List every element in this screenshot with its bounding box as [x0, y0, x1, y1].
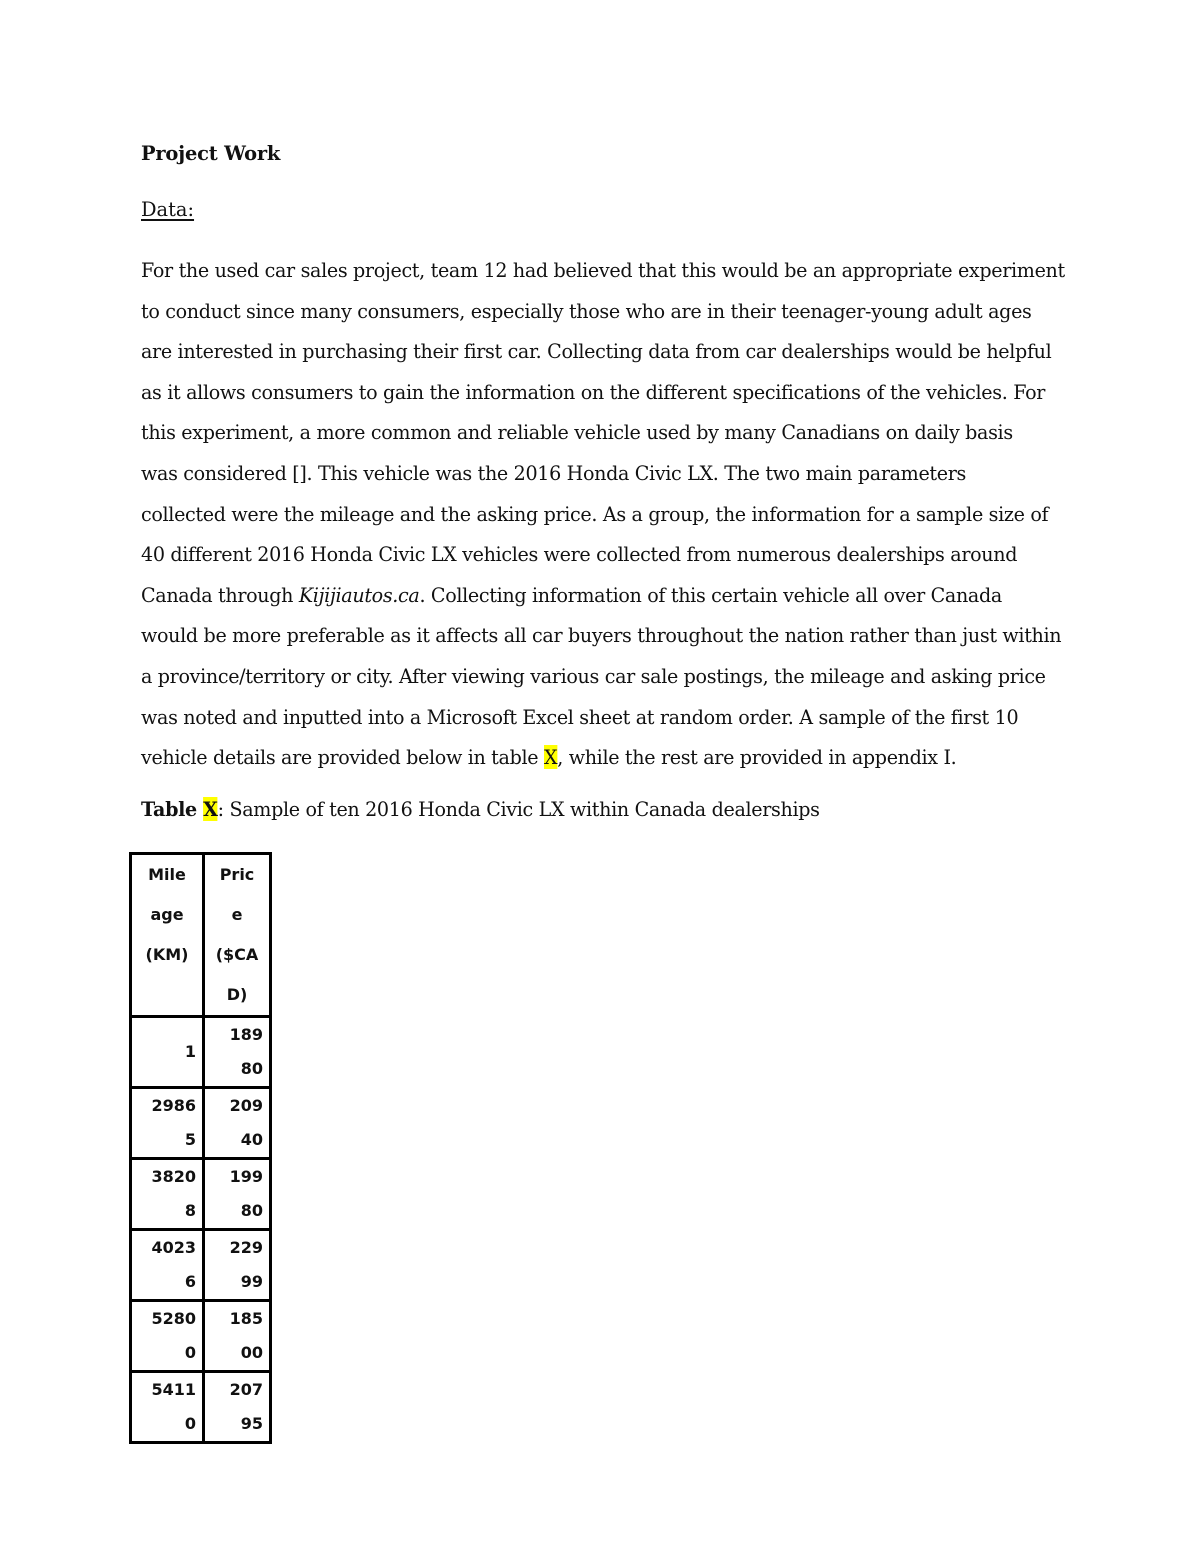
cell-text: 1 — [184, 1042, 196, 1061]
paragraph-line: 40 different 2016 Honda Civic LX vehicles were collected from numerous dealerships around — [141, 542, 1018, 567]
table-row — [131, 1017, 271, 1088]
table-caption — [141, 797, 820, 821]
table-row — [131, 1230, 271, 1301]
header-part: (KM) — [145, 945, 189, 964]
paragraph-line: this experiment, a more common and reliable vehicle used by many Canadians on daily basis — [141, 420, 1013, 445]
cell-text: 00 — [240, 1343, 263, 1362]
cell-text: 5 — [184, 1130, 196, 1149]
paragraph-line: a province/territory or city. After viewing various car sale postings, the mileage and asking price — [141, 663, 1046, 688]
price-cell — [204, 1301, 271, 1372]
cell-text: 95 — [240, 1414, 263, 1433]
line-text: Canada through — [141, 582, 299, 607]
cell-text: 229 — [229, 1238, 263, 1257]
price-cell — [204, 1372, 271, 1443]
price-cell — [204, 1159, 271, 1230]
header-part: Mile — [148, 865, 186, 884]
price-cell — [204, 1230, 271, 1301]
cell-text: 6 — [184, 1272, 196, 1291]
paragraph-line: collected were the mileage and the asking price. As a group, the information for a sample size of — [141, 501, 1049, 526]
table-header-row — [131, 854, 271, 1017]
header-part: age — [150, 905, 184, 924]
cell-text: 2986 — [151, 1096, 196, 1115]
price-cell — [204, 1017, 271, 1088]
header-part: Pric — [219, 865, 255, 884]
cell-text: 5280 — [151, 1309, 196, 1328]
cell-text: 3820 — [151, 1167, 196, 1186]
mileage-cell — [131, 1301, 204, 1372]
website-name: Kijijiautos.ca — [298, 582, 420, 607]
header-price — [204, 854, 271, 1017]
cell-text: 209 — [229, 1096, 263, 1115]
section-heading: Data: — [141, 197, 195, 221]
cell-text: 189 — [229, 1025, 263, 1044]
cell-text: 5411 — [151, 1380, 196, 1399]
paragraph-line — [141, 737, 1039, 778]
mileage-cell — [131, 1372, 204, 1443]
header-mileage — [131, 854, 204, 1017]
mileage-cell — [131, 1230, 204, 1301]
cell-text: 185 — [229, 1309, 263, 1328]
price-cell — [204, 1088, 271, 1159]
paragraph-line: was considered []. This vehicle was the 2016 Honda Civic LX. The two main parameters — [141, 460, 967, 485]
line-text: , while the rest are provided in appendix I. — [557, 745, 957, 770]
cell-text: 199 — [229, 1167, 263, 1186]
header-part: ($CA — [215, 945, 259, 964]
caption-text: : Sample of ten 2016 Honda Civic LX within Canada dealerships — [217, 797, 820, 821]
paragraph-line: are interested in purchasing their first car. Collecting data from car dealerships would be helpful — [141, 339, 1052, 364]
highlighted-table-ref: X — [543, 745, 558, 770]
cell-text: 80 — [240, 1201, 263, 1220]
data-table — [129, 852, 272, 1444]
caption-label: Table — [141, 797, 204, 821]
paragraph-line: For the used car sales project, team 12 had believed that this would be an appropriate experiment — [141, 258, 1065, 282]
line-text: vehicle details are provided below in table — [141, 745, 544, 770]
table-row — [131, 1088, 271, 1159]
paragraph-line: as it allows consumers to gain the information on the different specifications of the vehicles. For — [141, 379, 1046, 404]
table-row — [131, 1159, 271, 1230]
cell-text: 0 — [184, 1343, 196, 1362]
highlighted-table-ref: X — [203, 797, 218, 821]
cell-text: 99 — [240, 1272, 263, 1291]
cell-text: 8 — [184, 1201, 196, 1220]
body-paragraph — [141, 250, 1081, 778]
line-text: . Collecting information of this certain vehicle all over Canada — [419, 582, 1002, 607]
paragraph-line: to conduct since many consumers, especially those who are in their teenager-young adult ages — [141, 298, 1032, 323]
paragraph-line — [141, 575, 1039, 616]
cell-text: 207 — [229, 1380, 263, 1399]
cell-text: 40 — [240, 1130, 263, 1149]
mileage-cell — [131, 1159, 204, 1230]
paragraph-line: was noted and inputted into a Microsoft Excel sheet at random order. A sample of the first 10 — [141, 704, 1019, 729]
mileage-cell — [131, 1088, 204, 1159]
table-row — [131, 1372, 271, 1443]
paragraph-line: would be more preferable as it affects all car buyers throughout the nation rather than just within — [141, 623, 1062, 648]
cell-text: 4023 — [151, 1238, 196, 1257]
mileage-cell — [131, 1017, 204, 1088]
page-title: Project Work — [141, 141, 281, 165]
header-part: D) — [226, 985, 248, 1004]
cell-text: 80 — [240, 1059, 263, 1078]
cell-text: 0 — [184, 1414, 196, 1433]
header-part: e — [231, 905, 243, 924]
table-row — [131, 1301, 271, 1372]
